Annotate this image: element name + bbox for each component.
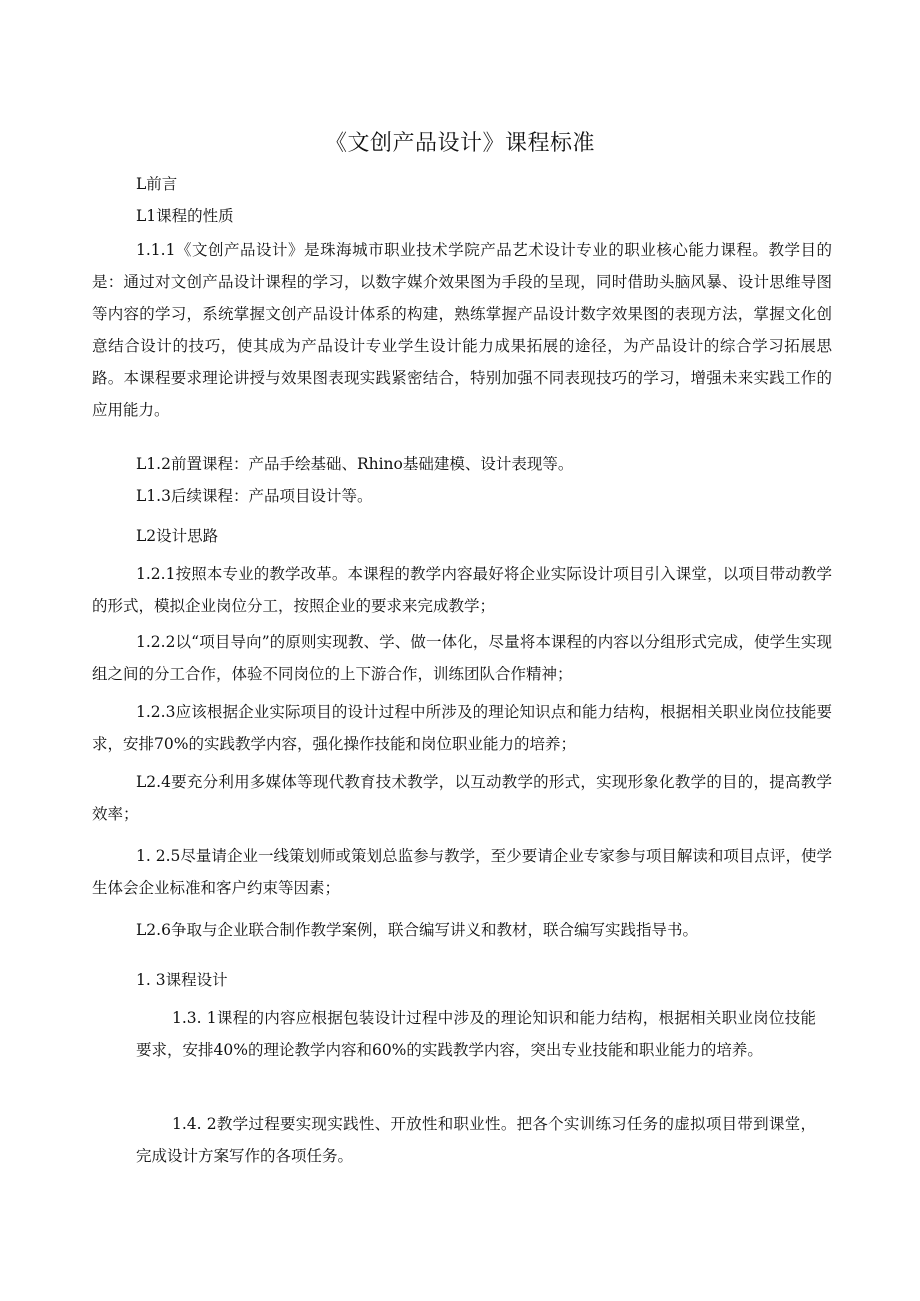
heading-design-idea: L2设计思路 xyxy=(136,527,219,545)
paragraph-1-2-4: L2.4要充分利用多媒体等现代教育技术教学，以互动教学的形式，实现形象化教学的目的，提高教学效率； xyxy=(92,773,832,823)
paragraph-1-1-1: 1.1.1《文创产品设计》是珠海城市职业技术学院产品艺术设计专业的职业核心能力课程。教学目的是：通过对文创产品设计课程的学习，以数字媒介效果图为手段的呈现，同时借助头脑风暴、设计思维导图等内容的学习，系统掌握文创产品设计体系的构建，熟练掌握产品设计数字效果图的表现方法，掌握文化创意结合设计的技巧，使其成为产品设计专业学生设计能力成果拓展的途径，为产品设计的综合学习拓展思路。本课程要求理论讲授与效果图表现实践紧密结合，特别加强不同表现技巧的学习，增强未来实践工作的应用能力。 xyxy=(92,241,832,419)
paragraph-1-2-1: 1.2.1按照本专业的教学改革。本课程的教学内容最好将企业实际设计项目引入课堂，以项目带动教学的形式，模拟企业岗位分工，按照企业的要求来完成教学； xyxy=(92,565,832,615)
paragraph-1-2-2: 1.2.2以“项目导向”的原则实现教、学、做一体化，尽量将本课程的内容以分组形式完成，使学生实现组之间的分工合作，体验不同岗位的上下游合作，训练团队合作精神； xyxy=(92,633,832,683)
heading-course-nature: L1课程的性质 xyxy=(136,207,234,225)
paragraph-1-1-3: L1.3后续课程：产品项目设计等。 xyxy=(136,487,373,505)
paragraph-1-2-5: 1. 2.5尽量请企业一线策划师或策划总监参与教学，至少要请企业专家参与项目解读和项目点评，使学生体会企业标准和客户约束等因素； xyxy=(92,847,832,897)
heading-preface: L前言 xyxy=(136,175,178,193)
paragraph-1-2-3: 1.2.3应该根据企业实际项目的设计过程中所涉及的理论知识点和能力结构，根据相关职业岗位技能要求，安排70%的实践教学内容，强化操作技能和岗位职业能力的培养； xyxy=(92,703,832,753)
paragraph-1-4-2: 1.4. 2教学过程要实现实践性、开放性和职业性。把各个实训练习任务的虚拟项目带到课堂，完成设计方案写作的各项任务。 xyxy=(136,1115,816,1165)
document-title: 《文创产品设计》课程标准 xyxy=(324,131,595,156)
heading-course-design: 1. 3课程设计 xyxy=(136,971,228,989)
paragraph-1-3-1: 1.3. 1课程的内容应根据包装设计过程中涉及的理论知识和能力结构，根据相关职业岗位技能要求，安排40%的理论教学内容和60%的实践教学内容，突出专业技能和职业能力的培养。 xyxy=(136,1009,816,1059)
paragraph-1-2-6: L2.6争取与企业联合制作教学案例，联合编写讲义和教材，联合编写实践指导书。 xyxy=(136,921,698,939)
paragraph-1-1-2: L1.2前置课程：产品手绘基础、Rhino基础建模、设计表现等。 xyxy=(136,455,574,473)
